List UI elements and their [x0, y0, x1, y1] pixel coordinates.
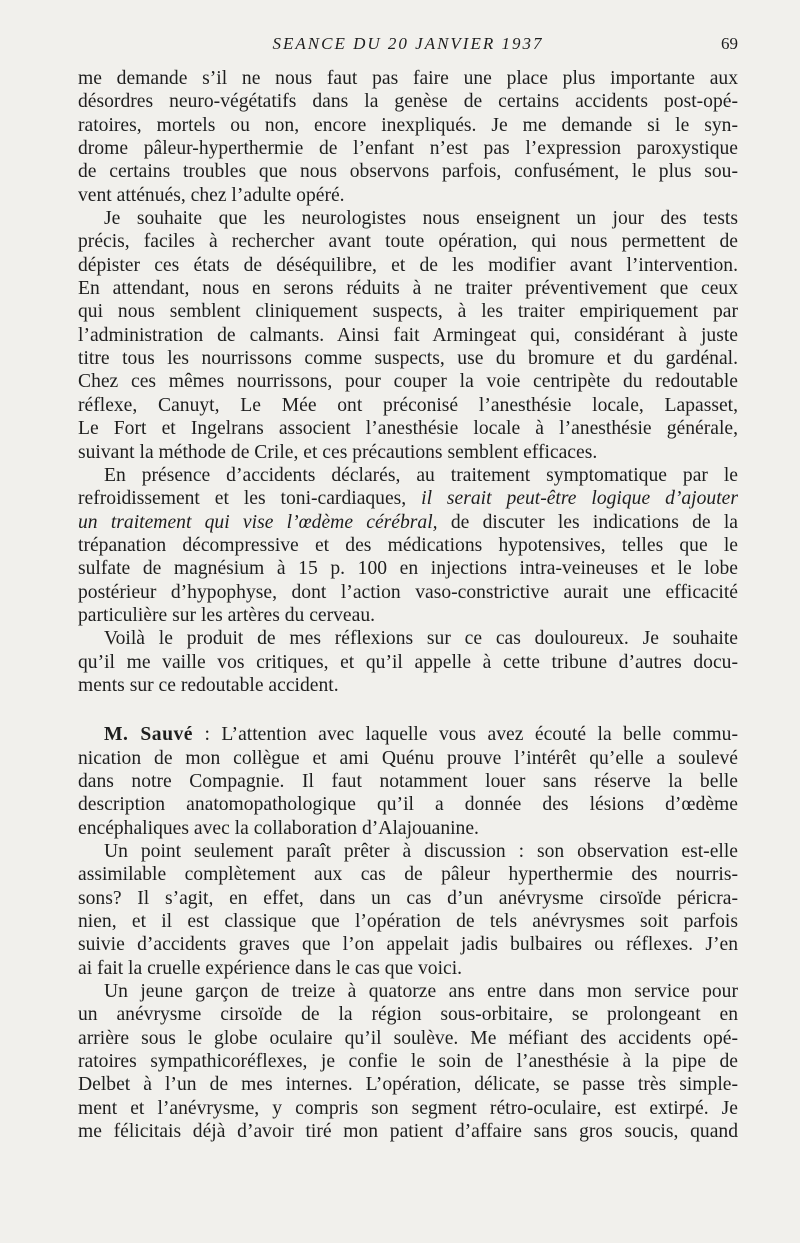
text-line: suivant la méthode de Crile, et ces précautions semblent efficaces.: [78, 441, 598, 463]
text-line: Un jeune garçon de treize à quatorze ans entre dans mon service pour: [104, 981, 738, 1003]
text-line: trépanation décompressive et des médications hypotensives, telles que le: [78, 534, 738, 556]
text-line: particulière sur les artères du cerveau.: [78, 604, 376, 626]
text-line: dépister ces états de déséquilibre, et de les modifier avant l’intervention.: [78, 254, 738, 276]
text-line: de certains troubles que nous observons parfois, confusément, le plus sou-: [78, 161, 738, 183]
text-line: En attendant, nous en serons réduits à ne traiter préventivement que ceux: [78, 278, 738, 300]
text-line: dans notre Compagnie. Il faut notamment louer sans réserve la belle: [78, 770, 738, 792]
text-line: ai fait la cruelle expérience dans le cas que voici.: [78, 957, 463, 979]
text-line: arrière sous le globe oculaire qu’il soulève. Me méfiant des accidents opé-: [78, 1027, 738, 1049]
paragraph-6: [78, 840, 738, 980]
text-line: me demande s’il ne nous faut pas faire une place plus importante aux: [78, 68, 738, 89]
paragraph-4: [78, 627, 738, 697]
text-segment: refroidissement et les toni-cardiaques,: [78, 488, 407, 510]
section-gap: [78, 697, 738, 723]
page-number: 69: [721, 34, 738, 53]
text-line: [78, 487, 738, 510]
paragraph-2: [78, 207, 738, 464]
text-line: ratoires, mortels ou non, encore inexpliqués. Je me demande si le syn-: [78, 114, 738, 136]
paragraph-1: [78, 67, 738, 207]
text-line: réflexe, Canuyt, Le Mée ont préconisé l’anesthésie locale, Lapasset,: [78, 394, 738, 416]
italic-segment: il serait peut-être logique d’ajouter: [421, 488, 738, 510]
text-line: ratoires sympathicoréflexes, je confie le soin de l’anesthésie à la pipe de: [78, 1051, 738, 1073]
paragraph-5: [78, 723, 738, 840]
text-line: ment et l’anévrysme, y compris son segment rétro-oculaire, est extirpé. Je: [78, 1097, 738, 1119]
text-line: En présence d’accidents déclarés, au traitement symptomatique par le: [104, 464, 738, 486]
text-line: ments sur ce redoutable accident.: [78, 674, 339, 696]
text-line: désordres neuro-végétatifs dans la genèse de certains accidents post-opé-: [78, 91, 738, 113]
text-line: Chez ces mêmes nourrissons, pour couper la voie centripète du redoutable: [78, 371, 738, 393]
text-segment: de discuter les indications de la: [450, 511, 738, 533]
text-line: assimilable complètement aux cas de pâleur hyperthermie des nourris-: [78, 864, 738, 886]
text-line: Je souhaite que les neurologistes nous enseignent un jour des tests: [104, 208, 738, 230]
running-head: [78, 34, 738, 58]
text-line: encéphaliques avec la collaboration d’Alajouanine.: [78, 817, 479, 839]
text-line: [78, 723, 738, 746]
text-line: sons? Il s’agit, en effet, dans un cas d’un anévrysme cirsoïde péricra-: [78, 887, 738, 909]
text-line: Un point seulement paraît prêter à discussion : son observation est-elle: [104, 841, 738, 862]
text-segment: : L’attention avec laquelle vous avez écouté la belle commu-: [192, 724, 738, 746]
text-line: sulfate de magnésium à 15 p. 100 en injections intra-veineuses et le lobe: [78, 558, 738, 580]
text-line: nication de mon collègue et ami Quénu prouve l’intérêt qu’elle a soulevé: [78, 747, 738, 769]
running-title: SEANCE DU 20 JANVIER 1937: [272, 34, 544, 53]
text-line: titre tous les nourrissons comme suspects, use du bromure et du gardénal.: [78, 348, 738, 370]
text-line: me félicitais déjà d’avoir tiré mon patient d’affaire sans gros soucis, quand: [78, 1121, 738, 1143]
body-text: [78, 67, 738, 1143]
text-line: l’administration de calmants. Ainsi fait Armingeat qui, considérant à juste: [78, 324, 738, 346]
text-line: suivie d’accidents graves que l’on appelait jadis bulbaires ou réflexes. J’en: [78, 934, 738, 956]
text-line: qu’il me vaille vos critiques, et qu’il appelle à cette tribune d’autres docu-: [78, 651, 738, 673]
text-line: drome pâleur-hyperthermie de l’enfant n’est pas l’expression paroxystique: [78, 138, 738, 160]
text-line: précis, faciles à rechercher avant toute opération, qui nous permettent de: [78, 231, 738, 253]
text-line: un anévrysme cirsoïde de la région sous-orbitaire, se prolongeant en: [78, 1004, 738, 1026]
text-line: [78, 511, 738, 534]
paragraph-7: [78, 980, 738, 1143]
text-line: vent atténués, chez l’adulte opéré.: [78, 184, 345, 206]
text-line: postérieur d’hypophyse, dont l’action vaso-constrictive aurait une efficacité: [78, 581, 738, 603]
paragraph-3: [78, 464, 738, 627]
italic-segment: un traitement qui vise l’œdème cérébral,: [78, 511, 438, 533]
text-line: qui nous semblent cliniquement suspects, à les traiter empiriquement par: [78, 301, 738, 323]
text-line: Voilà le produit de mes réflexions sur ce cas douloureux. Je souhaite: [104, 628, 738, 650]
speaker-name: M. Sauvé: [104, 724, 193, 746]
text-line: Delbet à l’un de mes internes. L’opération, délicate, se passe très simple-: [78, 1074, 738, 1096]
text-line: description anatomopathologique qu’il a donnée des lésions d’œdème: [78, 794, 738, 816]
text-line: Le Fort et Ingelrans associent l’anesthésie locale à l’anesthésie générale,: [78, 418, 738, 440]
text-line: nien, et il est classique que l’opération de tels anévrysmes soit parfois: [78, 911, 738, 933]
